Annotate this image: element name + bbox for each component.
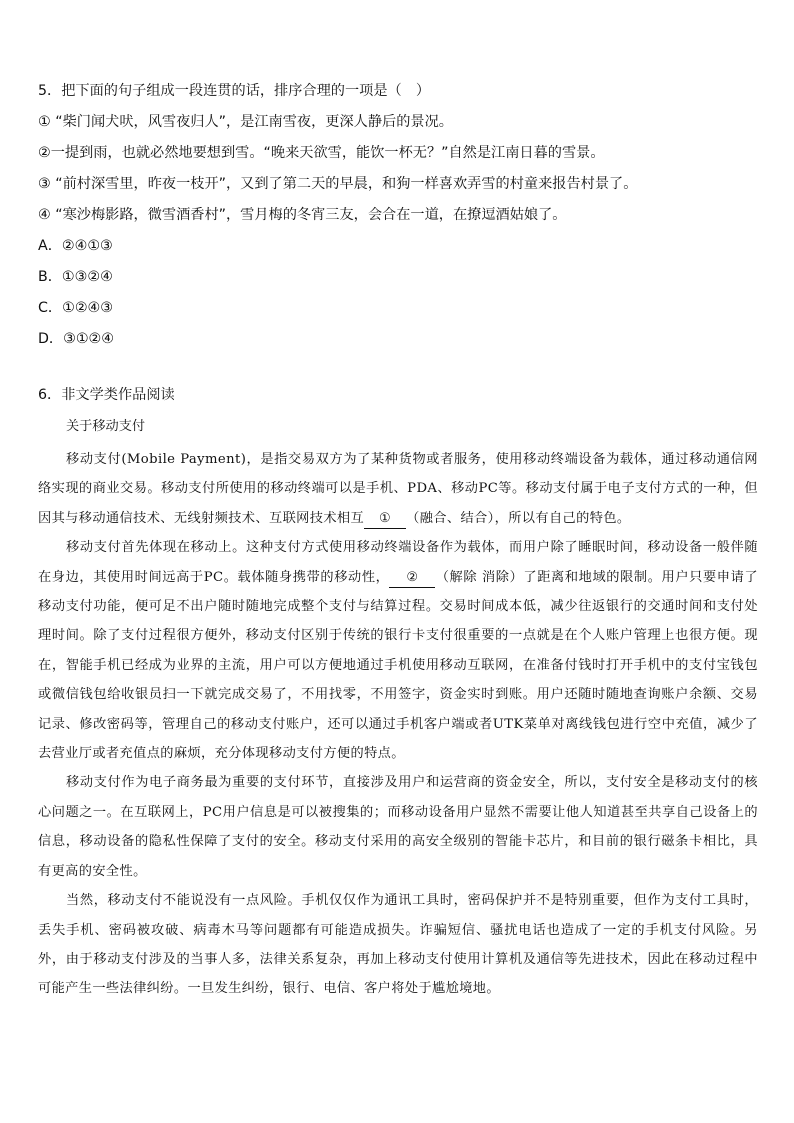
blank-1[interactable]: ① — [364, 510, 406, 529]
question-6-heading: 6．非文学类作品阅读 — [38, 387, 175, 403]
sentence-3: ③ “前村深雪里，昨夜一枝开”，又到了第二天的早晨，和狗一样喜欢弄雪的村童来报告村景了。 — [38, 176, 638, 192]
option-c[interactable]: C．①②④③ — [38, 300, 113, 316]
sentence-1: ① “柴门闻犬吠，风雪夜归人”，是江南雪夜，更深人静后的景况。 — [38, 114, 453, 130]
paragraph-1-text-b: （融合、结合），所以有自己的特色。 — [406, 510, 631, 526]
article-paragraph-4: 当然，移动支付不能说没有一点风险。手机仅仅作为通讯工具时，密码保护并不是特别重要，但作为支付工具时，丢失手机、密码被攻破、病毒木马等问题都有可能造成损失。诈骗短信、骚扰电话也造成了一定的手机支付风险。另外，由于移动支付涉及的当事人多，法律关系复杂，再加上移动支付使用计算机及通信等先进技术，因此在移动过程中可能产生一些法律纠纷。一旦发生纠纷，银行、电信、客户将处于尴尬境地。 — [38, 893, 758, 997]
option-a[interactable]: A．②④①③ — [38, 238, 113, 254]
paragraph-1-text-a: 移动支付(Mobile Payment)，是指交易双方为了某种货物或者服务，使用移动终端设备为载体，通过移动通信网络实现的商业交易。移动支付所使用的移动终端可以是手机、PDA、移动PC等。移动支付属于电子支付方式的一种，但因其与移动通信技术、无线射频技术、互联网技术相互 — [38, 452, 758, 526]
option-d[interactable]: D．③①②④ — [38, 331, 114, 347]
article-paragraph-3: 移动支付作为电子商务最为重要的支付环节，直接涉及用户和运营商的资金安全，所以，支付安全是移动支付的核心问题之一。在互联网上，PC用户信息是可以被搜集的；而移动设备用户显然不需要让他人知道甚至共享自己设备上的信息，移动设备的隐私性保障了支付的安全。移动支付采用的高安全级别的智能卡芯片，和目前的银行磁条卡相比，具有更高的安全性。 — [38, 775, 758, 879]
article-paragraph-1 — [38, 445, 758, 533]
option-b[interactable]: B．①③②④ — [38, 269, 113, 285]
article-paragraph-2 — [38, 533, 758, 768]
question-5-stem: 5．把下面的句子组成一段连贯的话，排序合理的一项是（ ） — [38, 83, 431, 99]
paragraph-2-text-a: 移动支付首先体现在移动上。这种支付方式使用移动终端设备作为载体，而用户除了睡眠时间，移动设备一般伴随在身边，其使用时间远高于PC。载体随身携带的移动性， — [38, 540, 758, 585]
paragraph-2-text-b: （解除 消除）了距离和地域的限制。用户只要申请了移动支付功能，便可足不出户随时随地完成整个支付与结算过程。交易时间成本低，减少往返银行的交通时间和支付处理时间。除了支付过程很方便外，移动支付区别于传统的银行卡支付很重要的一点就是在个人账户管理上也很方便。现在，智能手机已经成为业界的主流，用户可以方便地通过手机使用移动互联网，在准备付钱时打开手机中的支付宝钱包或微信钱包给收银员扫一下就完成交易了，不用找零，不用签字，资金实时到账。用户还随时随地查询账户余额、交易记录、修改密码等，管理自己的移动支付账户，还可以通过手机客户端或者UTK菜单对离线钱包进行空中充值，减少了去营业厅或者充值点的麻烦，充分体现移动支付方便的特点。 — [38, 569, 758, 762]
blank-2[interactable]: ② — [389, 569, 435, 588]
article-title: 关于移动支付 — [66, 419, 146, 434]
sentence-2: ②一提到雨，也就必然地要想到雪。“晚来天欲雪，能饮一杯无？”自然是江南日暮的雪景。 — [38, 145, 605, 161]
question-5 — [38, 80, 758, 359]
question-6 — [38, 384, 758, 1004]
sentence-4: ④ “寒沙梅影路，微雪酒香村”，雪月梅的冬宵三友，会合在一道，在撩逗酒姑娘了。 — [38, 207, 567, 223]
